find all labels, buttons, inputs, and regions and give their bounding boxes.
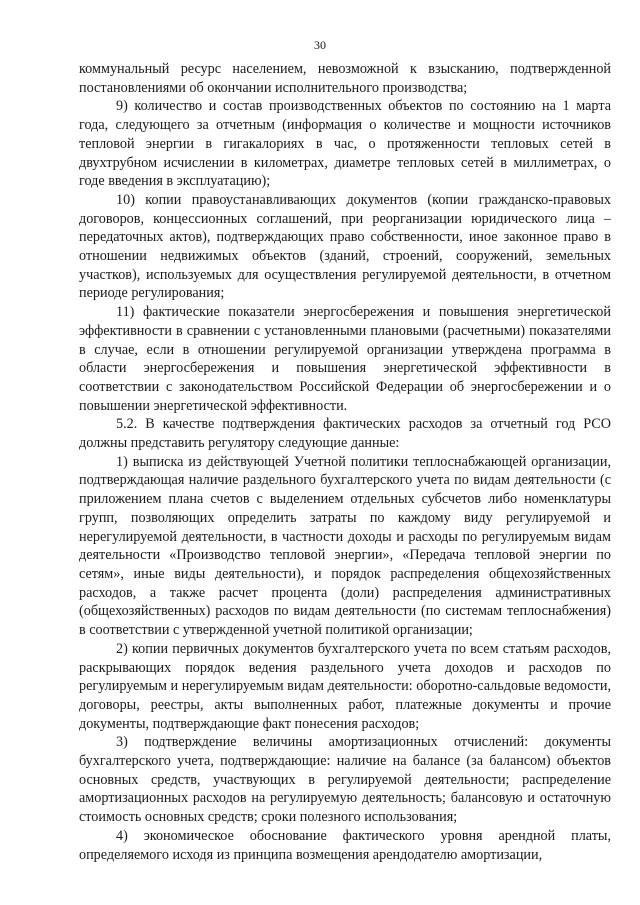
paragraph-item-1: 1) выписка из действующей Учетной политики теплоснабжающей организации, подтверждающая наличие раздельного бухгалтерского учета по видам деятельности (с приложением плана счетов с выделением отдельных субсчетов либо номенклатуры групп, позволяющих определить затраты по каждому виду регулируемой и нерегулируемой деятельности, в частности доходы и расходы по регулируемым видам деятельности «Производство тепловой энергии», «Передача тепловой энергии по сетям», иные виды деятельности), и порядок распределения общехозяйственных расходов, а также расчет процента (доли) распределения административных (общехозяйственных) расходов по видам деятельности (по системам теплоснабжения) в соответствии с утвержденной учетной политикой организации; [79, 453, 611, 639]
paragraph-item-4: 4) экономическое обоснование фактического уровня арендной платы, определяемого исходя из принципа возмещения арендодателю амортизации, [79, 827, 611, 863]
document-body [79, 60, 611, 864]
paragraph-item-11: 11) фактические показатели энергосбережения и повышения энергетической эффективности в сравнении с установленными плановыми (расчетными) показателями в случае, если в отношении регулируемой организации утверждена программа в области энергосбережения и повышения энергетической эффективности в соответствии с законодательством Российской Федерации об энергосбережении и о повышении энергетической эффективности. [79, 304, 611, 414]
paragraph-item-10: 10) копии правоустанавливающих документов (копии гражданско-правовых договоров, концессионных соглашений, при реорганизации юридического лица – передаточных актов), подтверждающих право собственности, иное законное право в отношении недвижимых объектов (зданий, строений, сооружений, земельных участков), используемых для осуществления регулируемой деятельности, в отчетном периоде регулирования; [79, 191, 611, 302]
page-number: 30 [314, 38, 326, 52]
paragraph-item-3: 3) подтверждение величины амортизационных отчислений: документы бухгалтерского учета, подтверждающие: наличие на балансе (за балансом) объектов основных средств, участвующих в регулируемой деятельности; распределение амортизационных расходов на регулируемую деятельность; балансовую и остаточную стоимость основных средств; сроки полезного использования; [79, 734, 611, 826]
paragraph-item-9: 9) количество и состав производственных объектов по состоянию на 1 марта года, следующего за отчетным (информация о количестве и мощности источников тепловой энергии в гигакалориях в час, о протяженности тепловых сетей в двухтрубном исчислении в километрах, диаметре тепловых сетей в миллиметрах, о годе введения в эксплуатацию); [79, 98, 611, 190]
paragraph-section-5-2: 5.2. В качестве подтверждения фактических расходов за отчетный год РСО должны представить регулятору следующие данные: [79, 416, 611, 452]
paragraph-continuation: коммунальный ресурс населением, невозможной к взысканию, подтвержденной постановлениями об окончании исполнительного производства; [79, 61, 611, 96]
paragraph-item-2: 2) копии первичных документов бухгалтерского учета по всем статьям расходов, раскрывающих порядок ведения раздельного учета доходов и расходов по регулируемым и нерегулируемым видам деятельности: оборотно-сальдовые ведомости, договоры, реестры, акты выполненных работ, платежные документы и прочие документы, подтверждающие факт понесения расходов; [79, 640, 611, 732]
